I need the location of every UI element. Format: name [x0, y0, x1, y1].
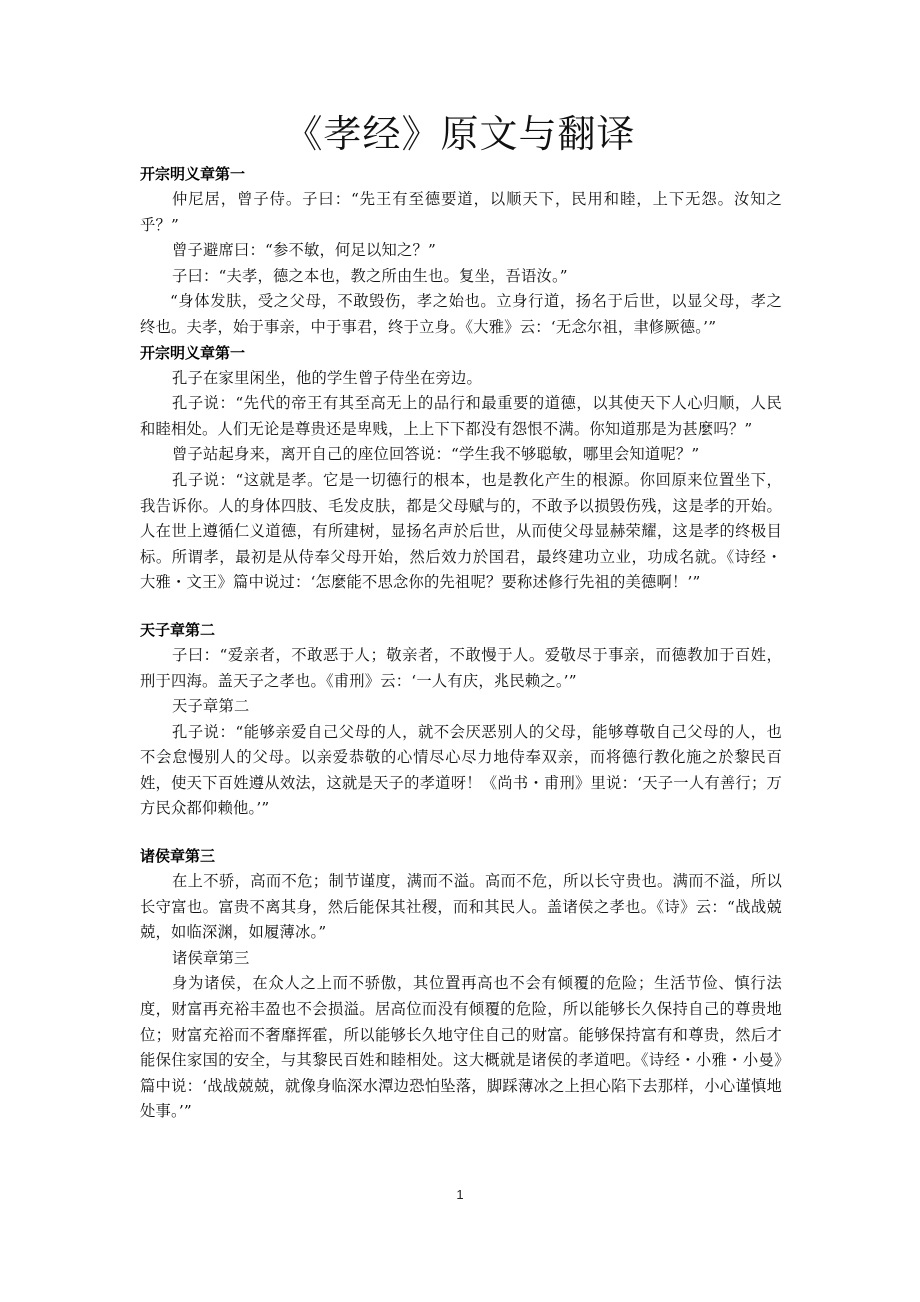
document-title: 《孝经》原文与翻译	[284, 112, 636, 156]
page-number: 1	[456, 1187, 464, 1202]
section-zhuhou	[140, 844, 782, 1125]
paragraph: 孔子在家里闲坐，他的学生曾子侍坐在旁边。	[172, 368, 482, 387]
paragraph: 诸侯章第三	[172, 948, 250, 967]
section-heading: 开宗明义章第一	[140, 165, 246, 183]
paragraph: 曾子站起身来，离开自己的座位回答说：“学生我不够聪敏，哪里会知道呢？”	[172, 445, 700, 464]
paragraph: 孔子说：“这就是孝。它是一切德行的根本，也是教化产生的根源。你回原来位置坐下，我告诉你。人的身体四肢、毛发皮肤，都是父母赋与的，不敢予以损毁伤残，这是孝的开始。人在世上遵循仁义道德，有所建树，显扬名声於后世，从而使父母显赫荣耀，这是孝的终极目标。所谓孝，最初是从侍奉父母开始，然后效力於国君，最终建功立业，功成名就。《诗经・大雅・文王》篇中说过：‘怎麼能不思念你的先祖呢？要称述修行先祖的美德啊！’”	[140, 470, 782, 592]
paragraph: 孔子说：“先代的帝王有其至高无上的品行和最重要的道德，以其使天下人心归顺，人民和睦相处。人们无论是尊贵还是卑贱，上上下下都没有怨恨不满。你知道那是为甚麼吗？”	[140, 394, 782, 438]
paragraph: 身为诸侯，在众人之上而不骄傲，其位置再高也不会有倾覆的危险；生活节俭、慎行法度，财富再充裕丰盈也不会损溢。居高位而没有倾覆的危险，所以能够长久保持自己的尊贵地位；财富充裕而不奢靡挥霍，所以能够长久地守住自己的财富。能够保持富有和尊贵，然后才能保住家国的安全，与其黎民百姓和睦相处。这大概就是诸侯的孝道吧。《诗经・小雅・小曼》篇中说：‘战战兢兢，就像身临深水潭边恐怕坠落，脚踩薄冰之上担心陷下去那样，小心谨慎地处事。’”	[140, 974, 782, 1121]
paragraph: 天子章第二	[172, 697, 250, 716]
paragraph: 子曰：“夫孝，德之本也，教之所由生也。复坐，吾语汝。”	[172, 266, 568, 285]
section-heading: 天子章第二	[140, 620, 216, 639]
paragraph: “身体发肤，受之父母，不敢毁伤，孝之始也。立身行道，扬名于后世，以显父母，孝之终也。夫孝，始于事亲，中于事君，终于立身。《大雅》云：‘无念尔祖，聿修厥德。’”	[140, 292, 782, 336]
paragraph: 在上不骄，高而不危；制节谨度，满而不溢。高而不危，所以长守贵也。满而不溢，所以长守富也。富贵不离其身，然后能保其社稷，而和其民人。盖诸侯之孝也。《诗》云：“战战兢兢，如临深渊，如履薄冰。”	[140, 872, 782, 942]
document-body	[140, 162, 782, 1125]
spacer	[140, 596, 782, 618]
spacer	[140, 822, 782, 844]
section-heading: 开宗明义章第一	[140, 343, 246, 362]
paragraph: 子曰：“爱亲者，不敢恶于人；敬亲者，不敢慢于人。爱敬尽于事亲，而德教加于百姓，刑于四海。盖天子之孝也。《甫刑》云：‘一人有庆，兆民赖之。’”	[140, 645, 782, 690]
section-kaizong-translation	[140, 341, 782, 596]
section-heading: 诸侯章第三	[140, 847, 216, 866]
section-tianzi	[140, 618, 782, 822]
section-kaizong-original	[140, 162, 782, 341]
paragraph: 曾子避席曰：“参不敏，何足以知之？”	[172, 241, 436, 260]
paragraph: 仲尼居，曾子侍。子曰：“先王有至德要道，以顺天下，民用和睦，上下无怨。汝知之乎？”	[140, 190, 782, 234]
paragraph: 孔子说：“能够亲爱自己父母的人，就不会厌恶别人的父母，能够尊敬自己父母的人，也不会怠慢别人的父母。以亲爱恭敬的心情尽心尽力地侍奉双亲，而将德行教化施之於黎民百姓，使天下百姓遵从效法，这就是天子的孝道呀！《尚书・甫刑》里说：‘天子一人有善行；万方民众都仰赖他。’”	[140, 722, 782, 818]
